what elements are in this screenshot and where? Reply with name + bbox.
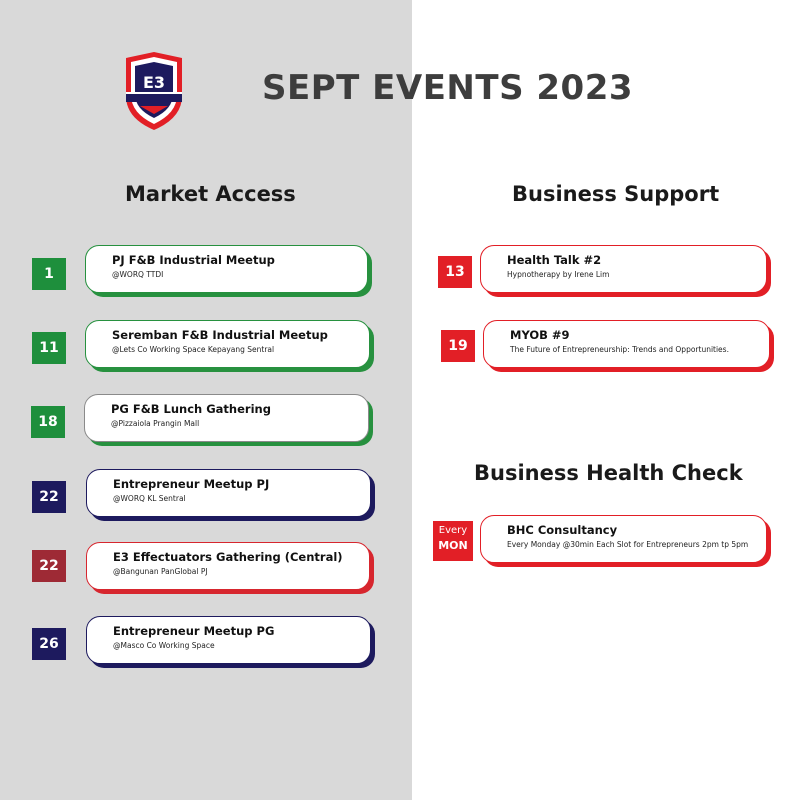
event-card[interactable] — [84, 394, 369, 442]
event-title: Entrepreneur Meetup PJ — [113, 477, 270, 491]
event-card[interactable] — [483, 320, 770, 368]
event-description: The Future of Entrepreneurship: Trends and Opportunities. — [510, 345, 729, 354]
section-title-market-access: Market Access — [125, 182, 296, 206]
event-card[interactable] — [86, 616, 371, 664]
event-title: E3 Effectuators Gathering (Central) — [113, 550, 343, 564]
event-title: BHC Consultancy — [507, 523, 618, 537]
event-title: PG F&B Lunch Gathering — [111, 402, 271, 416]
every-monday-badge — [433, 521, 473, 561]
date-badge: 13 — [438, 256, 472, 288]
event-title: Health Talk #2 — [507, 253, 602, 267]
event-card[interactable] — [86, 542, 370, 590]
event-card[interactable] — [480, 515, 767, 563]
event-card[interactable] — [480, 245, 767, 293]
event-card[interactable] — [86, 469, 371, 517]
date-badge: 26 — [32, 628, 66, 660]
date-badge: 22 — [32, 550, 66, 582]
event-card[interactable] — [85, 245, 368, 293]
event-venue: @Pizzaiola Prangin Mall — [111, 419, 200, 428]
date-badge: 22 — [32, 481, 66, 513]
event-title: PJ F&B Industrial Meetup — [112, 253, 275, 267]
event-description: Every Monday @30min Each Slot for Entrepreneurs 2pm tp 5pm — [507, 540, 749, 549]
event-description: Hypnotherapy by Irene Lim — [507, 270, 610, 279]
date-badge: 1 — [32, 258, 66, 290]
event-title: Entrepreneur Meetup PG — [113, 624, 275, 638]
logo-text: E3 — [142, 73, 166, 92]
event-card[interactable] — [85, 320, 370, 368]
event-venue: @Bangunan PanGlobal PJ — [113, 567, 208, 576]
badge-day-label: MON — [438, 539, 468, 552]
event-venue: @Lets Co Working Space Kepayang Sentral — [112, 345, 275, 354]
event-title: MYOB #9 — [510, 328, 570, 342]
e3-shield-logo — [122, 52, 186, 132]
badge-every-label: Every — [438, 525, 468, 536]
event-venue: @WORQ KL Sentral — [113, 494, 186, 503]
date-badge: 19 — [441, 330, 475, 362]
event-venue: @WORQ TTDI — [112, 270, 164, 279]
event-venue: @Masco Co Working Space — [113, 641, 215, 650]
date-badge: 11 — [32, 332, 66, 364]
section-title-health-check: Business Health Check — [474, 461, 743, 485]
page-title: SEPT EVENTS 2023 — [262, 68, 634, 108]
event-title: Seremban F&B Industrial Meetup — [112, 328, 328, 342]
section-title-business-support: Business Support — [512, 182, 720, 206]
date-badge: 18 — [31, 406, 65, 438]
